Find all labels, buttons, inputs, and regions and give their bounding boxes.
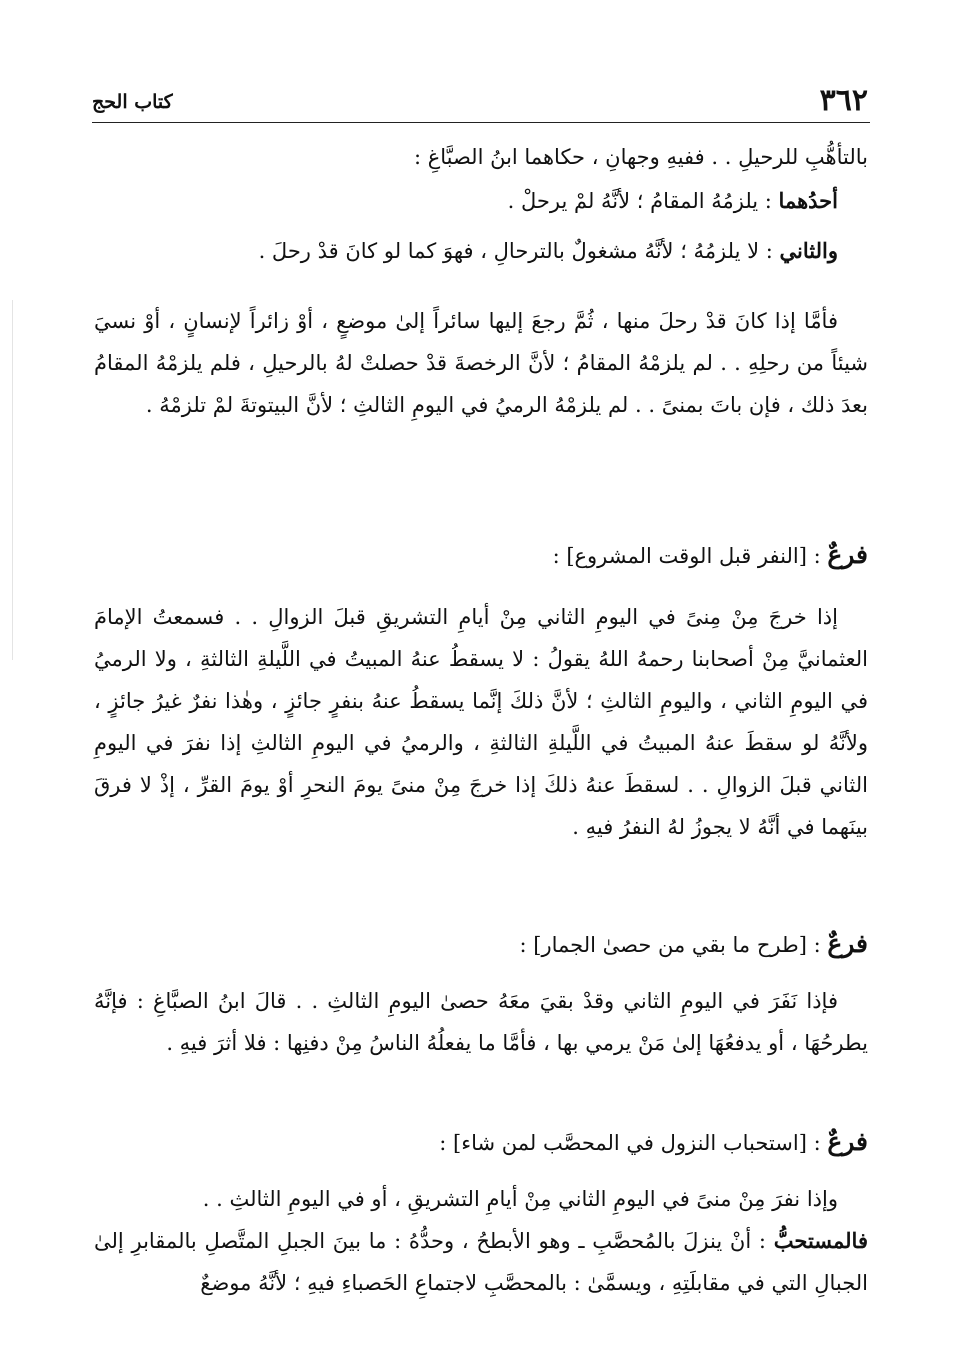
continuation-paragraph-text: فأمَّا إذا كانَ قدْ رحلَ منها ، ثُمَّ رجعَ إليها سائراً إلىٰ موضعٍ ، أوْ زائراً لإنسانٍ ، أوْ نسيَ شيئاً من رحلِهِ . . لم يلزمْهُ المقامُ ؛ لأنَّ الرخصةَ قدْ حصلتْ لهُ بالرحيلِ ، فلم يلزمْهُ المقامُ بعدَ ذلك ، فإن باتَ بمنىً . . لم يلزمْهُ الرميُ في اليومِ الثالثِ ؛ لأنَّ البيتوتةَ لمْ تلزمْهُ . — [94, 309, 868, 417]
heading-text: : [استحباب النزول في المحصَّب لمن شاء] : — [439, 1131, 828, 1155]
muhassab-paragraph — [94, 1178, 868, 1304]
muhassab-text: : أنْ ينزلَ بالمُحصَّبِ ـ وهو الأبطحُ ، وحدُّهُ : ما بينَ الجبلِ المتَّصلِ بالمقابرِ إلىٰ الجبالِ التي في مقابلَتِهِ ، ويسمَّىٰ : بالمحصَّبِ لاجتماعِ الحَصباءِ فيهِ ؛ لأنَّهُ موضعٌ — [94, 1229, 868, 1295]
second-view-label: والثاني — [779, 238, 838, 263]
section-heading-early-departure — [553, 540, 868, 571]
far-label: فرعٌ — [827, 929, 868, 958]
opening-line: بالتأهُّبِ للرحيلِ . . ففيهِ وجهانِ ، حكاهما ابنُ الصبَّاغِ : — [413, 145, 868, 169]
far-label: فرعٌ — [827, 540, 868, 569]
muhassab-line-2 — [94, 1220, 868, 1304]
header-rule — [92, 122, 870, 123]
first-view-label: أحدُهما — [778, 188, 838, 213]
second-view-text: : لا يلزمُهُ ؛ لأنَّهُ مشغولٌ بالترحالِ ، فهوَ كما لو كانَ قدْ رحلَ . — [258, 239, 780, 263]
early-departure-paragraph — [94, 596, 868, 848]
scan-margin-shadow — [12, 300, 13, 660]
remaining-pebbles-text: فإذا نَفَرَ في اليومِ الثاني وقدْ بقيَ معَهُ حصىٰ اليومِ الثالثِ . . قالَ ابنُ الصبَّاغِ : فإنَّهُ يطرحُهَا ، أو يدفعُهَا إلىٰ مَنْ يرمي بها ، فأمَّا ما يفعلُهُ الناسُ مِنْ دفنِها : فلا أثرَ فيهِ . — [94, 989, 868, 1055]
continuation-paragraph — [94, 300, 868, 426]
heading-text: : [طرح ما بقي من حصىٰ الجمار] : — [519, 933, 828, 957]
page-number: ٣٦٢ — [819, 83, 868, 118]
remaining-pebbles-paragraph — [94, 980, 868, 1064]
heading-text: : [النفر قبل الوقت المشروع] : — [552, 544, 828, 568]
first-view — [94, 179, 868, 223]
page-header — [92, 84, 868, 124]
running-title: كتاب الحج — [92, 91, 173, 113]
muhassab-label: فالمستحبُّ — [773, 1228, 868, 1253]
early-departure-text: إذا خرجَ مِنْ مِنىً في اليومِ الثاني مِنْ أيامِ التشريقِ قبلَ الزوالِ . . فسمعتُ الإمامَ العثمانيَّ مِنْ أصحابنا رحمهُ اللهُ يقولُ : لا يسقطُ عنهُ المبيتُ في اللَّيلةِ الثالثةِ ، ولا الرميُ في اليومِ الثاني ، واليومِ الثالثِ ؛ لأنَّ ذلكَ إنَّما يسقطُ عنهُ بنفرٍ جائزٍ ، وهٰذا نفرٌ غيرُ جائزٍ ، ولأنَّهُ لو سقطَ عنهُ المبيتُ في اللَّيلةِ الثالثةِ ، والرميُ في اليومِ الثالثِ إذا نفرَ في اليومِ الثاني قبلَ الزوالِ . . لسقطَ عنهُ ذلكَ إذا خرجَ مِنْ منىً يومَ النحرِ أوْ يومَ القرِّ ، إذْ لا فرقَ بينَهما في أنَّهُ لا يجوزُ لهُ النفرُ فيهِ . — [94, 605, 868, 839]
continuation-block — [94, 136, 868, 273]
muhassab-line-1: وإذا نفرَ مِنْ منىً في اليومِ الثاني مِنْ أيامِ التشريقِ ، أو في اليومِ الثالثِ . . — [202, 1187, 838, 1211]
far-label: فرعٌ — [827, 1127, 868, 1156]
second-view — [94, 229, 868, 273]
section-heading-remaining-pebbles — [520, 929, 868, 960]
section-heading-muhassab — [439, 1127, 868, 1158]
first-view-text: : يلزمُهُ المقامُ ؛ لأنَّهُ لمْ يرحلْ . — [507, 189, 779, 213]
